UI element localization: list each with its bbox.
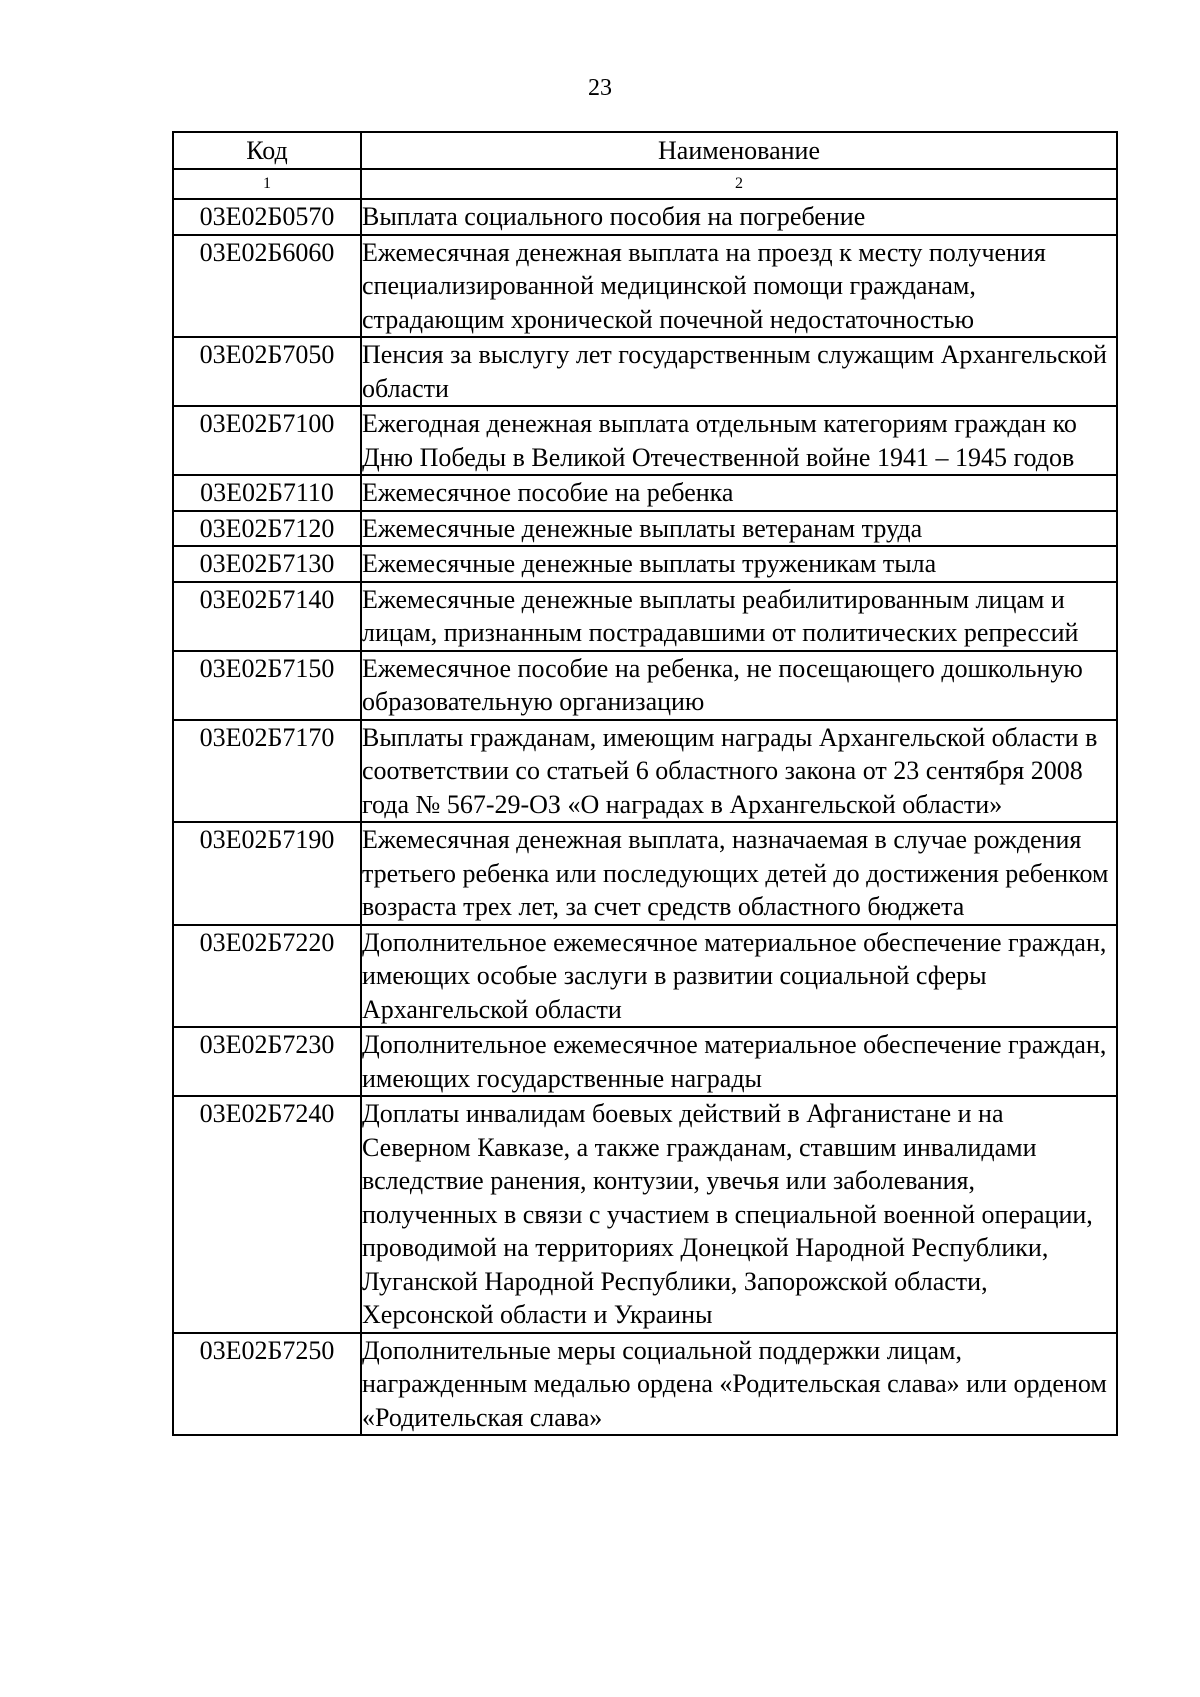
row-name: Ежемесячные денежные выплаты реабилитированным лицам и лицам, признанным пострадавшими от политических репрессий [361, 582, 1117, 651]
table-row [173, 406, 1117, 475]
row-code: 03Е02Б7240 [173, 1096, 361, 1333]
row-name: Выплата социального пособия на погребение [361, 199, 1117, 235]
row-name: Ежемесячные денежные выплаты ветеранам труда [361, 511, 1117, 547]
table-row [173, 235, 1117, 338]
row-name: Доплаты инвалидам боевых действий в Афганистане и на Северном Кавказе, а также гражданам, ставшим инвалидами вследствие ранения, контузии, увечья или заболевания, полученных в связи с участием в специальной военной операции, проводимой на территориях Донецкой Народной Республики, Луганской Народной Республики, Запорожской области, Херсонской области и Украины [361, 1096, 1117, 1333]
row-name: Дополнительное ежемесячное материальное обеспечение граждан, имеющих государственные награды [361, 1027, 1117, 1096]
row-name: Ежемесячная денежная выплата на проезд к месту получения специализированной медицинской помощи гражданам, страдающим хронической почечной недостаточностью [361, 235, 1117, 338]
table-row [173, 651, 1117, 720]
table-row [173, 822, 1117, 925]
row-name: Ежемесячная денежная выплата, назначаемая в случае рождения третьего ребенка или последующих детей до достижения ребенком возраста трех лет, за счет средств областного бюджета [361, 822, 1117, 925]
header-code: Код [173, 132, 361, 169]
table-row [173, 475, 1117, 511]
row-code: 03Е02Б7120 [173, 511, 361, 547]
row-code: 03Е02Б7190 [173, 822, 361, 925]
header-name: Наименование [361, 132, 1117, 169]
row-name: Дополнительное ежемесячное материальное обеспечение граждан, имеющих особые заслуги в развитии социальной сферы Архангельской области [361, 925, 1117, 1028]
row-name: Ежемесячные денежные выплаты труженикам тыла [361, 546, 1117, 582]
row-code: 03Е02Б0570 [173, 199, 361, 235]
row-name: Ежемесячное пособие на ребенка, не посещающего дошкольную образовательную организацию [361, 651, 1117, 720]
row-code: 03Е02Б7170 [173, 720, 361, 823]
row-code: 03Е02Б7110 [173, 475, 361, 511]
budget-classification-table [172, 131, 1118, 1436]
row-code: 03Е02Б7220 [173, 925, 361, 1028]
table-row [173, 511, 1117, 547]
row-code: 03Е02Б7140 [173, 582, 361, 651]
row-code: 03Е02Б7130 [173, 546, 361, 582]
table-row [173, 337, 1117, 406]
table-row [173, 720, 1117, 823]
row-code: 03Е02Б7050 [173, 337, 361, 406]
table-row [173, 1333, 1117, 1436]
row-name: Ежегодная денежная выплата отдельным категориям граждан ко Дню Победы в Великой Отечественной войне 1941 – 1945 годов [361, 406, 1117, 475]
row-code: 03Е02Б7100 [173, 406, 361, 475]
row-code: 03Е02Б7230 [173, 1027, 361, 1096]
table-row [173, 546, 1117, 582]
row-code: 03Е02Б7150 [173, 651, 361, 720]
row-code: 03Е02Б7250 [173, 1333, 361, 1436]
table-row [173, 925, 1117, 1028]
header-row [173, 132, 1117, 169]
row-code: 03Е02Б6060 [173, 235, 361, 338]
row-name: Дополнительные меры социальной поддержки лицам, награжденным медалью ордена «Родительская слава» или орденом «Родительская слава» [361, 1333, 1117, 1436]
column-number-code: 1 [173, 169, 361, 199]
row-name: Выплаты гражданам, имеющим награды Архангельской области в соответствии со статьей 6 областного закона от 23 сентября 2008 года № 567-29-ОЗ «О наградах в Архангельской области» [361, 720, 1117, 823]
row-name: Ежемесячное пособие на ребенка [361, 475, 1117, 511]
table-row [173, 1096, 1117, 1333]
page-number: 23 [588, 75, 612, 101]
column-number-name: 2 [361, 169, 1117, 199]
column-numbering-row [173, 169, 1117, 199]
table-row [173, 582, 1117, 651]
table-row [173, 1027, 1117, 1096]
row-name: Пенсия за выслугу лет государственным служащим Архангельской области [361, 337, 1117, 406]
table-row [173, 199, 1117, 235]
